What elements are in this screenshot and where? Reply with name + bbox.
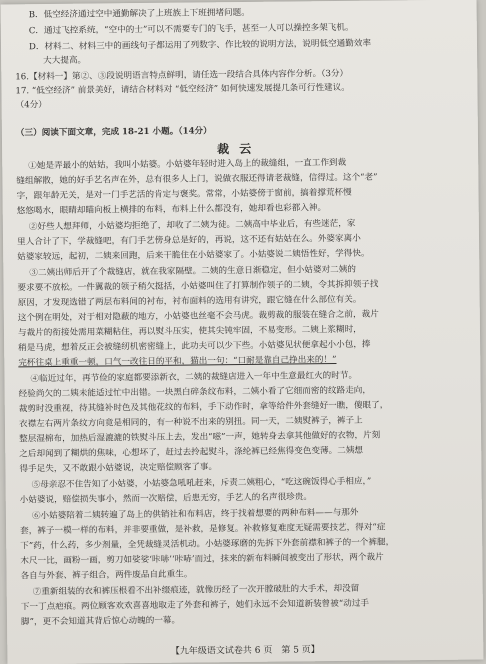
article-line: 裁剪时没重视，待其缝补时色及其他花纹的布料，手下动作时，拿等给件外套缝好一瞧，傻眼了， (18, 400, 389, 415)
article-line: 要求要不放松。一件翼裁的领子稍欠挺括，小姑婆叫住了打算制作领子的二姨，令其拆抑领子找 (17, 279, 379, 294)
article-line: 稍是马虎，想着反正会被缝纫机密密缝上，此功夫可以少下些。小姑婆见状便拿起小小包，捧 (18, 339, 371, 354)
article-line: 缝组解散，她的好手艺名声在外，总有很多人上门，说做衣服还得请老裁缝，信得过。这个“老” (16, 172, 378, 187)
page-footer: 【九年级语文试卷共 6 页 第 5 页】 (170, 645, 320, 657)
article-line: 经验尚欠的二姨未能适过忙中出错。一块黑白碎条纹布料，二姨小看了它细而密的纹路走向， (18, 385, 372, 400)
section-heading: （三）阅读下面文章，完成 18-21 小题。（14分） (15, 126, 212, 139)
article-line: 套，裤子一模一样的布料，并非要重做，是补救，是修复。补救修复难度无疑需要技艺，得对“症 (20, 522, 386, 537)
article-line: ②好些人想拜师，小姑婆均拒绝了，却收了二姨为徒。二姨高中毕业后，有些迷茫，家 (28, 218, 356, 233)
article-line: 各自与外套、裤子组合，两件废品自此重生。 (20, 569, 193, 582)
option-d-continued: 大大提高。 (43, 55, 87, 67)
question-17: 17. “低空经济” 前景美好，请结合材料对 “低空经济” 如何快速发展提几条可行性建议。 (15, 82, 350, 97)
article-line: ⑤母亲忍不住告知了小姑婆，小姑婆急吼吼赶来，斥责二姨粗心，“吃这碗饭得心手相应，” (31, 476, 372, 491)
article-line: 里人合计了下，学裁缝吧，有门手艺傍身总是好的，再说，这不还有姑姑在么。外婆家离小 (16, 233, 361, 248)
article-line: 与裁片的衔接处需用菜糊粘住，再以熨斗压实，使其尖钝牢固，不易变形。二姨上浆糊时， (17, 324, 362, 339)
article-line: 字，跟年龄无关，是对一门手艺活的肯定与褒奖。常常，小姑婆傍于窗前，搞着撑荒杯慢 (16, 187, 352, 202)
article-line: ⑦重新组装的衣和裤压根看不出补缀痕迹，就像历经了一次开膛破肚的大手术，却没留 (32, 583, 360, 598)
article-line: 下一丁点疤痕。两位顾客欢欢喜喜地取走了外套和裤子，她们永远不会知道新装曾被“动过手 (20, 598, 370, 613)
option-d: D．材料二、材料三中的画线句子都运用了列数字、作比较的说明方法，说明低空通勤效率 (28, 38, 372, 53)
article-line: 下”药，什么药，多少剂量，全凭裁缝灵活机动。小姑婆琢磨的先拆下外套前襟和裤子的一个裤腿， (20, 537, 395, 552)
option-c: C．通过飞控系统，“空中的士”可以不需要专门的飞手，甚至一人可以操控多架飞机。 (28, 22, 354, 37)
article-line: ③二姨出师后开了个裁缝店，就在我家隔壁。二姨的生意日渐稳定，但小姑婆对二姨的 (29, 264, 356, 279)
underlined-sentence: 完杯往桌上重重一顿，口气一改往日的平和，猫出一句：“口耐是靠自己挣出来的！” (18, 355, 337, 369)
article-line: 整层湿棉布，加热后湿漉漉的铁熨斗压上去，发出“嗞”一声，她转身去拿其他做好的衣物，片刻 (19, 430, 381, 445)
question-16: 16.【材料一】第②、③段说明语言特点鲜明，请任选一段结合具体内容作分析。（3分） (15, 68, 349, 83)
article-line: 衣襟左右两片条纹方向竟是相同的，有一种说不出来的别扭。同一天，二姨熨裤子，裤子上 (18, 415, 363, 430)
article-line: ①她是弄最小的姑姑，我叫小姑婆。小姑婆年轻时进入岛上的裁缝组，一直工作到裁 (28, 157, 347, 172)
article-line: 悠悠喝水，眼睛却瞄向板上横排的布料，布料上什么都没有，她却看也彩都入神。 (16, 203, 327, 217)
article-line: 脚”，更不会知道其背后惊心动魄的一幕。 (20, 615, 181, 628)
option-b: B．低空经济通过空中通勤解决了上班族上下班拥堵问题。 (28, 7, 250, 21)
article-title: 裁 云 (217, 141, 255, 157)
question-17-score: （4分） (15, 100, 47, 111)
article-line: 这个例在明处，对于相对隐蔽的地方，小姑婆也丝毫不会马虎。裁剪裁的服装在缝合之前，裁片 (17, 309, 379, 324)
article-line: 木尺一比，画粉一画，剪刀如娑娑‘咔哧’‘咔哧’而过，抹来的新布料瞬间被变出了形状，两个裁片 (20, 552, 384, 567)
article-line: 小姑婆说，赔偿损失事小，然而一次赔偿，后患无穷，手艺人的名声很珍贵。 (19, 492, 312, 506)
article-line: ④临近过年，再节俭的家庭都要添新衣，二姨的裁缝店进入一年中生意最红火的时节。 (30, 370, 358, 385)
article-line: 之后却闻到了糊烘的焦味，心想坏了，赶过去拎起熨斗，涤纶裤已经焦得变色变薄。二姨想 (19, 445, 364, 460)
article-line: ⑥小姑婆陪着二姨转遍了岛上的供销社和布料店，终于找着想要的两种布料——与那外 (31, 507, 359, 522)
article-line: 原因，才发现选错了两层布料间的衬布，衬布面料的选用有讲究，跟它缝在什么部位有关。 (17, 294, 362, 309)
article-line: 得手足失，又不敢跟小姑婆说，决定赔偿顾客了事。 (19, 462, 218, 475)
exam-page (1, 0, 484, 664)
article-line: 姑婆家较远，起初，二姨来回跑，后来干脆住在小姑婆家了。小姑婆说二姨悟性好，学得快。 (17, 248, 370, 263)
